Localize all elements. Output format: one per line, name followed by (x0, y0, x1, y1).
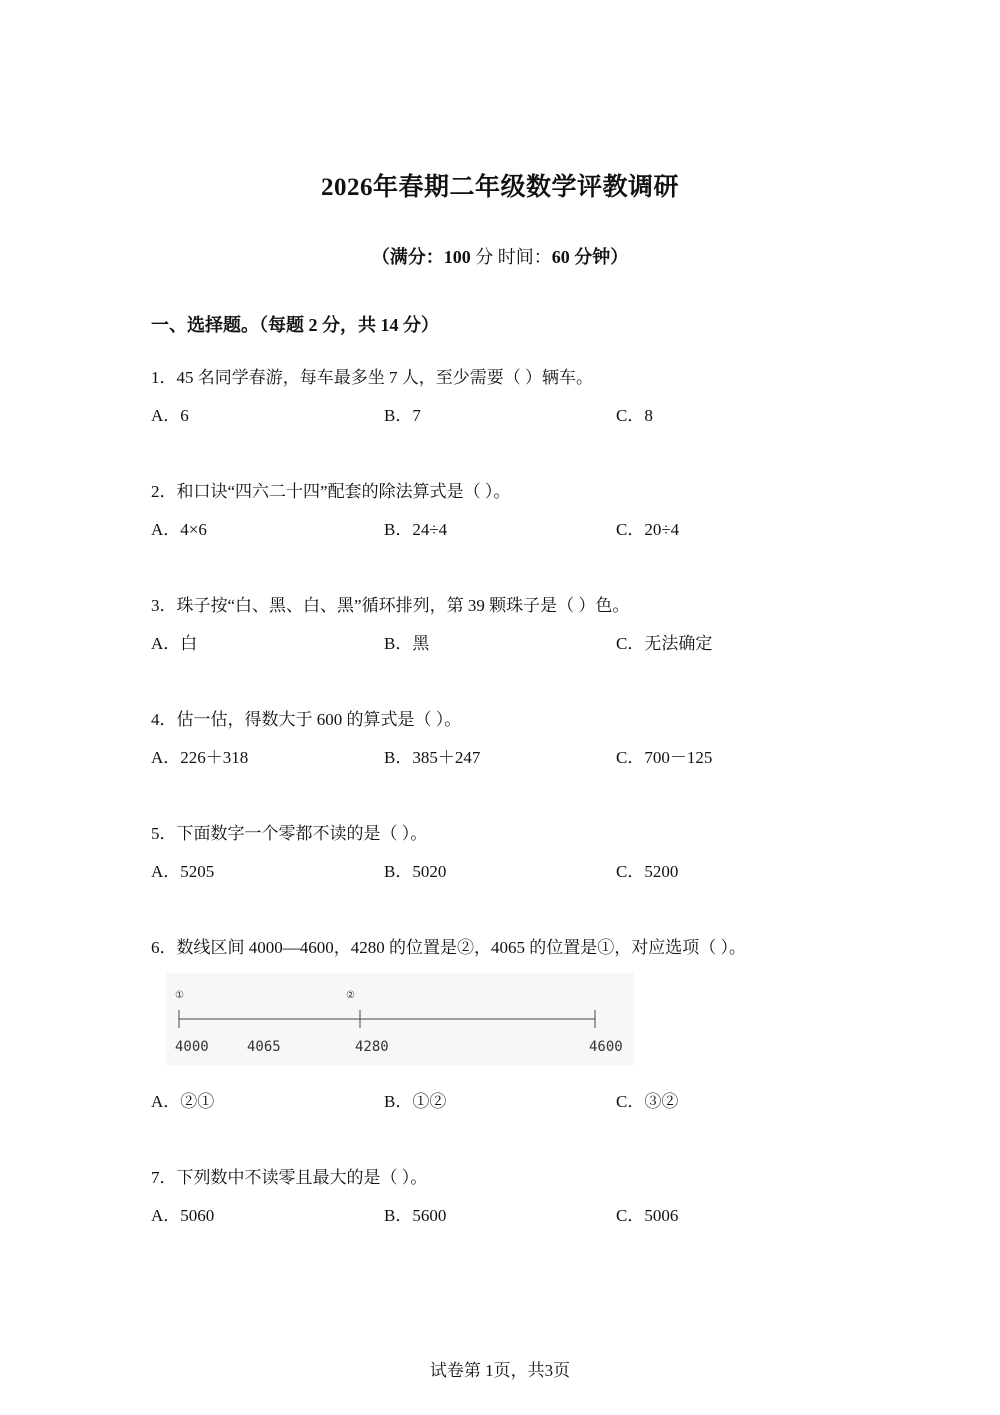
option-b: B．24÷4 (384, 520, 448, 539)
option-c: C．5006 (616, 1206, 679, 1225)
question-stem: 5．下面数字一个零都不读的是（ ）。 (151, 824, 428, 843)
option-row (151, 1090, 851, 1114)
section-heading: 一、选择题。（每题 2 分，共 14 分） (151, 315, 439, 335)
option-c: C．5200 (616, 862, 679, 881)
option-c: C．700－125 (616, 748, 713, 767)
option-b: B．385＋247 (384, 748, 481, 767)
option-row (151, 860, 851, 884)
question-5 (151, 822, 851, 884)
label-4065: 4065 (247, 1039, 281, 1055)
option-b: B．黑 (384, 634, 430, 653)
option-a: A．4×6 (151, 520, 207, 539)
option-b: B．5600 (384, 1206, 447, 1225)
option-b: B．①② (384, 1092, 447, 1111)
option-b: B．5020 (384, 862, 447, 881)
option-b: B．7 (384, 406, 421, 425)
question-1 (151, 366, 851, 428)
question-stem: 3．珠子按“白、黑、白、黑”循环排列，第 39 颗珠子是（ ）色。 (151, 596, 630, 615)
full-score-label: 满分 (389, 247, 426, 267)
option-a: A．②① (151, 1092, 215, 1111)
time-value: 60 (551, 247, 570, 267)
option-row (151, 404, 851, 428)
option-c: C．③② (616, 1092, 679, 1111)
option-a: A．226＋318 (151, 748, 249, 767)
label-4600: 4600 (589, 1039, 623, 1055)
full-score-value: 100 (443, 247, 471, 267)
subtitle-close-paren: ） (610, 247, 629, 267)
option-c: C．20÷4 (616, 520, 680, 539)
page-subtitle (0, 243, 1000, 269)
option-row (151, 746, 851, 770)
option-row (151, 518, 851, 542)
option-c: C．无法确定 (616, 634, 713, 653)
question-stem: 2．和口诀“四六二十四”配套的除法算式是（ ）。 (151, 482, 511, 501)
time-label: 时间： (497, 247, 552, 267)
option-a: A．5205 (151, 862, 215, 881)
option-row (151, 632, 851, 656)
label-4280: 4280 (355, 1039, 389, 1055)
question-7 (151, 1166, 851, 1228)
marker-2: ② (346, 990, 355, 1001)
page-footer: 试卷第 1页，共3页 (429, 1361, 571, 1380)
question-2 (151, 480, 851, 542)
option-c: C．8 (616, 406, 653, 425)
option-a: A．白 (151, 634, 198, 653)
full-score-unit: 分 (475, 247, 494, 267)
option-a: A．6 (151, 406, 189, 425)
time-unit: 分钟 (574, 247, 611, 267)
question-stem: 7．下列数中不读零且最大的是（ ）。 (151, 1168, 428, 1187)
question-stem: 6．数线区间 4000—4600，4280 的位置是②，4065 的位置是①，对应选项（ ）。 (151, 938, 746, 957)
subtitle-colon: ： (425, 247, 444, 267)
question-stem: 1．45 名同学春游，每车最多坐 7 人，至少需要（ ）辆车。 (151, 368, 593, 387)
marker-1: ① (175, 990, 184, 1001)
label-4000: 4000 (175, 1039, 209, 1055)
subtitle-open-paren: （ (371, 247, 390, 267)
question-3 (151, 594, 851, 656)
page-title: 2026年春期二年级数学评教调研 (320, 174, 679, 201)
question-4 (151, 708, 851, 770)
option-a: A．5060 (151, 1206, 215, 1225)
option-row (151, 1204, 851, 1228)
question-stem: 4．估一估，得数大于 600 的算式是（ ）。 (151, 710, 462, 729)
question-6 (151, 936, 851, 960)
question-6-options (151, 1052, 851, 1114)
